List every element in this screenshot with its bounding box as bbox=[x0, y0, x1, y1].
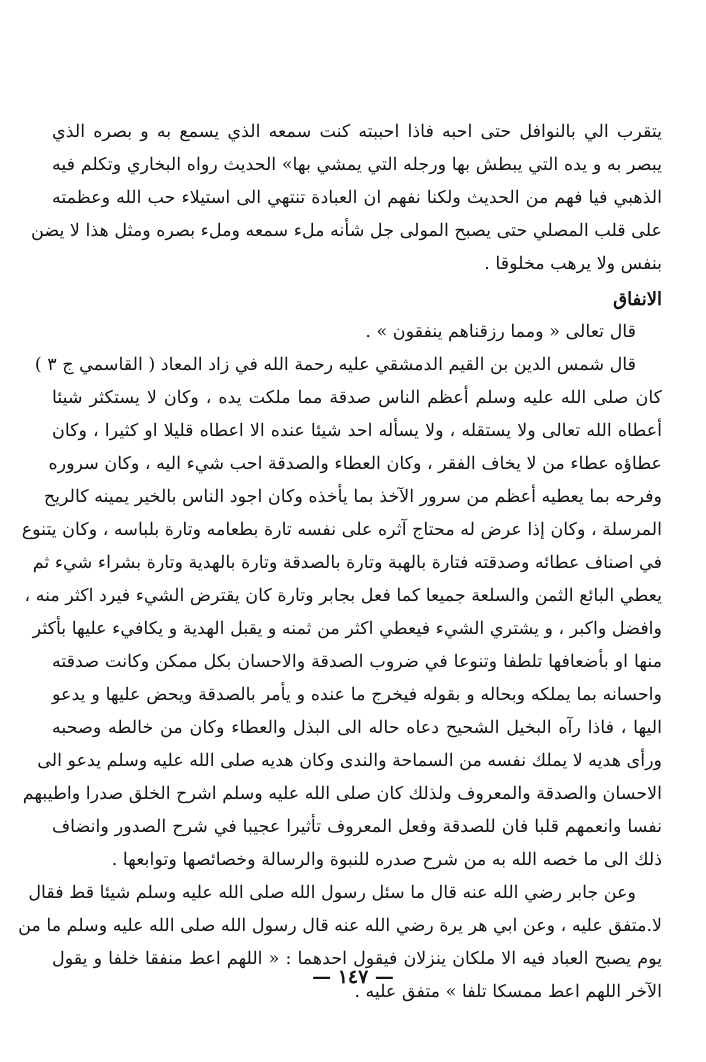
section-heading: الانفاق bbox=[613, 289, 662, 310]
text-line: كان صلى الله عليه وسلم أعظم الناس صدقة مما ملكت يده ، وكان لا يستكثر شيئا bbox=[52, 388, 662, 408]
text-line: واحسانه بما يملكه وبحاله و بقوله فيخرج ما عنده و يأمر بالصدقة ويحض عليها و يدعو bbox=[52, 685, 662, 705]
text-line: أعطاه الله تعالى ولا يستقله ، ولا يسأله احد شيئا عنده الا اعطاه قليلا او كثيرا ، وكان bbox=[52, 421, 662, 441]
text-line: قال شمس الدين بن القيم الدمشقي عليه رحمة الله في زاد المعاد ( القاسمي ج ٣ ) bbox=[34, 355, 636, 375]
text-line: منها او بأضعافها تلطفا وتنوعا في ضروب الصدقة والاحسان بكل ممكن وكانت صدقته bbox=[52, 652, 662, 672]
text-line: يعطي البائع الثمن والسلعة جميعا كما فعل بجابر وتارة كان يقترض الشيء فيرد اكثر منه ، bbox=[24, 586, 662, 606]
paragraph-2 bbox=[21, 349, 662, 877]
page-body bbox=[18, 116, 662, 1009]
text-line: بنفس ولا يرهب مخلوقا . bbox=[484, 254, 662, 274]
text-line: نفسا وانعمهم قلبا فان للصدقة وفعل المعروف تأثيرا عجيبا في شرح الصدور وانضاف bbox=[52, 817, 662, 837]
text-line: لا.متفق عليه ، وعن ابي هر يرة رضي الله عنه قال رسول الله صلى الله عليه وسلم ما من bbox=[18, 916, 662, 936]
text-line: عطاؤه عطاء من لا يخاف الفقر ، وكان العطاء والصدقة احب شيء اليه ، وكان سروره bbox=[48, 454, 662, 474]
paragraph-3 bbox=[18, 877, 662, 1009]
text-line: ذلك الى ما خصه الله به من شرح صدره للنبوة والرسالة وخصائصها وتوابعها . bbox=[111, 850, 662, 870]
text-line: المرسلة ، وكان إذا عرض له محتاج آثره على نفسه تارة بطعامه وتارة بلباسه ، وكان يتنوع bbox=[21, 520, 662, 540]
text-line: يتقرب الي بالنوافل حتى احبه فاذا احببته كنت سمعه الذي يسمع به و بصره الذي bbox=[52, 122, 662, 142]
text-line: وعن جابر رضي الله عنه قال ما سئل رسول الله صلى الله عليه وسلم شيئا قط فقال bbox=[28, 883, 636, 903]
text-line: على قلب المصلي حتى يصبح المولى جل شأنه ملء سمعه وملء بصره ومثل هذا لا يضن bbox=[31, 221, 662, 241]
text-line: ورأى هديه لا يملك نفسه من السماحة والندى وكان هديه صلى الله عليه وسلم يدعو الى bbox=[37, 751, 662, 771]
text-line: الذهبي فيا فهم من الحديث ولكنا نفهم ان العبادة تنتهي الى استيلاء حب الله وعظمته bbox=[52, 188, 662, 208]
verse-line: قال تعالى « ومما رزقناهم ينفقون » . bbox=[365, 322, 636, 342]
page-number: — ١٤٧ — bbox=[312, 966, 394, 988]
text-line: يبصر به و يده التي يبطش بها ورجله التي يمشي بها» الحديث رواه البخاري وتكلم فيه bbox=[52, 155, 662, 175]
text-line: في اصناف عطائه وصدقته فتارة بالهبة وتارة بالصدقة وتارة بالهدية وتارة بشراء شيء ثم bbox=[32, 553, 662, 573]
text-line: الاحسان والصدقة والمعروف ولذلك كان صلى الله عليه وسلم اشرح الخلق صدرا واطيبهم bbox=[22, 784, 662, 804]
text-line: اليها ، فاذا رآه البخيل الشحيح دعاه حاله الى البذل والعطاء وكان من خالطه وصحبه bbox=[52, 718, 662, 738]
text-line: وفرحه بما يعطيه أعظم من سرور الآخذ بما يأخذه وكان اجود الناس بالخير يمينه كالريح bbox=[43, 487, 662, 507]
text-line: وافضل واكبر ، و يشتري الشيء فيعطي اكثر من ثمنه و يقبل الهدية و يكافيء عليها بأكثر bbox=[32, 619, 662, 639]
paragraph-1 bbox=[31, 116, 662, 281]
text-line: يوم يصبح العباد فيه الا ملكان ينزلان فيقول احدهما : « اللهم اعط منفقا خلفا و يقول bbox=[52, 949, 662, 969]
text-line: الآخر اللهم اعط ممسكا تلفا » متفق عليه . bbox=[354, 982, 662, 1002]
